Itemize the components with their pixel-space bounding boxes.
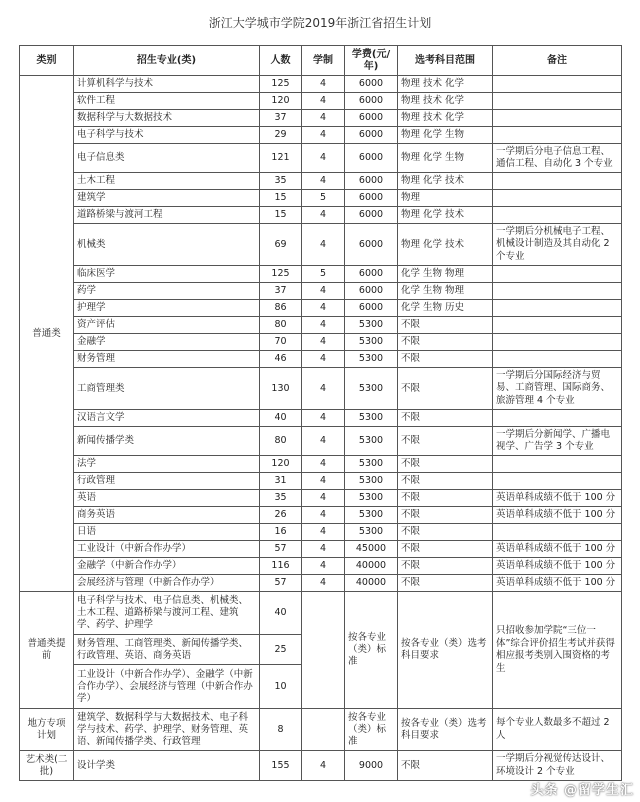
fee-cell: 5300: [345, 456, 398, 473]
table-row: [20, 368, 622, 410]
table-row: [20, 541, 622, 558]
subjects-cell: 按各专业（类）选考科目要求: [398, 709, 493, 751]
note-cell: 一学期后分国际经济与贸易、工商管理、国际商务、旅游管理 4 个专业: [493, 368, 622, 410]
years-cell: 4: [302, 490, 345, 507]
count-cell: 86: [260, 300, 302, 317]
subjects-cell: 不限: [398, 427, 493, 456]
fee-cell: 5300: [345, 524, 398, 541]
years-cell: 5: [302, 190, 345, 207]
major-group-cell: 财务管理、工商管理类、新闻传播学类、行政管理、英语、商务英语: [74, 635, 260, 665]
count-cell: 125: [260, 266, 302, 283]
table-row: [20, 592, 622, 635]
major-cell: 财务管理: [74, 351, 260, 368]
subjects-cell: 不限: [398, 524, 493, 541]
note-cell: [493, 410, 622, 427]
count-cell: 80: [260, 427, 302, 456]
years-cell: 4: [302, 751, 345, 781]
major-cell: 软件工程: [74, 93, 260, 110]
subjects-cell: 不限: [398, 351, 493, 368]
years-cell: 4: [302, 427, 345, 456]
fee-cell: 5300: [345, 507, 398, 524]
fee-cell: 5300: [345, 490, 398, 507]
note-cell: [493, 207, 622, 224]
subjects-cell: 不限: [398, 507, 493, 524]
note-cell: 一学期后分视觉传达设计、环境设计 2 个专业: [493, 751, 622, 781]
watermark-logo: [530, 779, 634, 798]
major-cell: 道路桥梁与渡河工程: [74, 207, 260, 224]
subjects-cell: 化学 生物 历史: [398, 300, 493, 317]
major-cell: 数据科学与大数据技术: [74, 110, 260, 127]
fee-cell: 5300: [345, 368, 398, 410]
fee-cell: 6000: [345, 283, 398, 300]
major-cell: 汉语言文学: [74, 410, 260, 427]
table-row: [20, 190, 622, 207]
table-row: [20, 144, 622, 173]
table-row: [20, 456, 622, 473]
count-cell: 120: [260, 93, 302, 110]
note-cell: [493, 456, 622, 473]
table-row: [20, 334, 622, 351]
count-cell: 70: [260, 334, 302, 351]
fee-cell: 5300: [345, 334, 398, 351]
table-row: [20, 473, 622, 490]
count-cell: 31: [260, 473, 302, 490]
subjects-cell: 不限: [398, 368, 493, 410]
major-cell: 资产评估: [74, 317, 260, 334]
table-row: [20, 507, 622, 524]
years-cell: 4: [302, 127, 345, 144]
years-cell: [302, 709, 345, 751]
note-cell: 一学期后分电子信息工程、通信工程、自动化 3 个专业: [493, 144, 622, 173]
table-row: [20, 173, 622, 190]
subjects-cell: 化学 生物 物理: [398, 266, 493, 283]
count-cell: 125: [260, 76, 302, 93]
major-cell: 建筑学: [74, 190, 260, 207]
table-row: [20, 575, 622, 592]
count-cell: 8: [260, 709, 302, 751]
note-cell: 英语单科成绩不低于 100 分: [493, 490, 622, 507]
count-cell: 116: [260, 558, 302, 575]
count-cell: 120: [260, 456, 302, 473]
header-years: 学制: [302, 46, 345, 76]
note-cell: [493, 300, 622, 317]
major-cell: 工商管理类: [74, 368, 260, 410]
note-cell: 一学期后分新闻学、广播电视学、广告学 3 个专业: [493, 427, 622, 456]
subjects-cell: 按各专业（类）选考科目要求: [398, 592, 493, 709]
major-cell: 法学: [74, 456, 260, 473]
count-cell: 25: [260, 635, 302, 665]
years-cell: 4: [302, 283, 345, 300]
fee-cell: 按各专业（类）标准: [345, 592, 398, 709]
years-cell: 4: [302, 456, 345, 473]
years-cell: 4: [302, 558, 345, 575]
major-cell: 新闻传播学类: [74, 427, 260, 456]
years-cell: 4: [302, 110, 345, 127]
subjects-cell: 物理: [398, 190, 493, 207]
header-subjects: 选考科目范围: [398, 46, 493, 76]
years-cell: 4: [302, 76, 345, 93]
subjects-cell: 物理 技术 化学: [398, 93, 493, 110]
table-row: [20, 709, 622, 751]
fee-cell: 6000: [345, 173, 398, 190]
years-cell: 4: [302, 351, 345, 368]
major-cell: 计算机科学与技术: [74, 76, 260, 93]
years-cell: 4: [302, 410, 345, 427]
subjects-cell: 不限: [398, 558, 493, 575]
note-cell: [493, 173, 622, 190]
fee-cell: 按各专业（类）标准: [345, 709, 398, 751]
note-cell: [493, 93, 622, 110]
table-row: [20, 351, 622, 368]
note-cell: [493, 351, 622, 368]
count-cell: 69: [260, 224, 302, 266]
count-cell: 155: [260, 751, 302, 781]
note-cell: [493, 524, 622, 541]
major-cell: 护理学: [74, 300, 260, 317]
years-cell: 4: [302, 173, 345, 190]
admission-plan-table: [19, 45, 622, 781]
subjects-cell: 物理 化学 技术: [398, 207, 493, 224]
note-cell: [493, 473, 622, 490]
subjects-cell: 物理 技术 化学: [398, 76, 493, 93]
major-cell: 金融学: [74, 334, 260, 351]
subjects-cell: 物理 化学 生物: [398, 127, 493, 144]
header-category: 类别: [20, 46, 74, 76]
fee-cell: 9000: [345, 751, 398, 781]
fee-cell: 40000: [345, 558, 398, 575]
note-cell: 一学期后分机械电子工程、机械设计制造及其自动化 2 个专业: [493, 224, 622, 266]
fee-cell: 6000: [345, 76, 398, 93]
major-cell: 临床医学: [74, 266, 260, 283]
header-major: 招生专业(类): [74, 46, 260, 76]
years-cell: 5: [302, 266, 345, 283]
fee-cell: 6000: [345, 93, 398, 110]
fee-cell: 6000: [345, 144, 398, 173]
major-cell: 设计学类: [74, 751, 260, 781]
count-cell: 130: [260, 368, 302, 410]
table-row: [20, 524, 622, 541]
years-cell: [302, 592, 345, 709]
subjects-cell: 不限: [398, 410, 493, 427]
subjects-cell: 不限: [398, 490, 493, 507]
table-row: [20, 410, 622, 427]
years-cell: 4: [302, 93, 345, 110]
table-row: [20, 224, 622, 266]
fee-cell: 6000: [345, 110, 398, 127]
fee-cell: 40000: [345, 575, 398, 592]
major-cell: 电子科学与技术: [74, 127, 260, 144]
subjects-cell: 不限: [398, 575, 493, 592]
count-cell: 57: [260, 575, 302, 592]
category-cell-putong: 普通类: [20, 76, 74, 592]
subjects-cell: 不限: [398, 334, 493, 351]
subjects-cell: 物理 化学 技术: [398, 173, 493, 190]
table-row: [20, 558, 622, 575]
years-cell: 4: [302, 575, 345, 592]
major-cell: 土木工程: [74, 173, 260, 190]
count-cell: 35: [260, 173, 302, 190]
major-cell: 金融学（中新合作办学）: [74, 558, 260, 575]
fee-cell: 6000: [345, 266, 398, 283]
table-row: [20, 490, 622, 507]
major-group-cell: 工业设计（中新合作办学）、金融学（中新合作办学）、会展经济与管理（中新合作办学）: [74, 665, 260, 709]
fee-cell: 6000: [345, 127, 398, 144]
subjects-cell: 物理 化学 技术: [398, 224, 493, 266]
count-cell: 29: [260, 127, 302, 144]
header-note: 备注: [493, 46, 622, 76]
count-cell: 37: [260, 283, 302, 300]
count-cell: 57: [260, 541, 302, 558]
table-row: [20, 317, 622, 334]
fee-cell: 5300: [345, 351, 398, 368]
note-cell: 英语单科成绩不低于 100 分: [493, 541, 622, 558]
note-cell: [493, 76, 622, 93]
major-cell: 会展经济与管理（中新合作办学）: [74, 575, 260, 592]
note-cell: [493, 334, 622, 351]
table-row: [20, 427, 622, 456]
table-row: [20, 751, 622, 781]
table-row: [20, 93, 622, 110]
major-cell: 商务英语: [74, 507, 260, 524]
fee-cell: 6000: [345, 190, 398, 207]
major-cell: 行政管理: [74, 473, 260, 490]
header-count: 人数: [260, 46, 302, 76]
fee-cell: 5300: [345, 427, 398, 456]
count-cell: 26: [260, 507, 302, 524]
major-cell: 药学: [74, 283, 260, 300]
years-cell: 4: [302, 507, 345, 524]
note-cell: 英语单科成绩不低于 100 分: [493, 575, 622, 592]
note-cell: [493, 317, 622, 334]
header-fee: 学费(元/年): [345, 46, 398, 76]
subjects-cell: 化学 生物 物理: [398, 283, 493, 300]
table-row: [20, 283, 622, 300]
years-cell: 4: [302, 144, 345, 173]
count-cell: 37: [260, 110, 302, 127]
table-row: [20, 266, 622, 283]
header-row: [20, 46, 622, 76]
fee-cell: 5300: [345, 410, 398, 427]
note-cell: 英语单科成绩不低于 100 分: [493, 507, 622, 524]
table-row: [20, 300, 622, 317]
major-cell: 机械类: [74, 224, 260, 266]
count-cell: 80: [260, 317, 302, 334]
table-row: [20, 76, 622, 93]
subjects-cell: 物理 技术 化学: [398, 110, 493, 127]
count-cell: 121: [260, 144, 302, 173]
fee-cell: 45000: [345, 541, 398, 558]
subjects-cell: 物理 化学 生物: [398, 144, 493, 173]
count-cell: 16: [260, 524, 302, 541]
table-row: [20, 127, 622, 144]
years-cell: 4: [302, 541, 345, 558]
table-row: [20, 207, 622, 224]
fee-cell: 6000: [345, 207, 398, 224]
note-cell: [493, 127, 622, 144]
subjects-cell: 不限: [398, 317, 493, 334]
years-cell: 4: [302, 473, 345, 490]
fee-cell: 6000: [345, 224, 398, 266]
years-cell: 4: [302, 300, 345, 317]
major-cell: 工业设计（中新合作办学）: [74, 541, 260, 558]
major-group-cell: 建筑学、数据科学与大数据技术、电子科学与技术、药学、护理学、财务管理、英语、新闻传播学类、行政管理: [74, 709, 260, 751]
major-cell: 英语: [74, 490, 260, 507]
years-cell: 4: [302, 317, 345, 334]
subjects-cell: 不限: [398, 456, 493, 473]
note-cell: [493, 110, 622, 127]
note-cell: 每个专业人数最多不超过 2 人: [493, 709, 622, 751]
count-cell: 40: [260, 592, 302, 635]
page-title: 浙江大学城市学院2019年浙江省招生计划: [208, 16, 432, 30]
note-cell: [493, 190, 622, 207]
note-cell: [493, 266, 622, 283]
note-cell: [493, 283, 622, 300]
years-cell: 4: [302, 207, 345, 224]
major-group-cell: 电子科学与技术、电子信息类、机械类、土木工程、道路桥梁与渡河工程、建筑学、药学、护理学: [74, 592, 260, 635]
major-cell: 日语: [74, 524, 260, 541]
count-cell: 46: [260, 351, 302, 368]
category-cell-difang: 地方专项计划: [20, 709, 74, 751]
subjects-cell: 不限: [398, 751, 493, 781]
years-cell: 4: [302, 334, 345, 351]
subjects-cell: 不限: [398, 473, 493, 490]
fee-cell: 5300: [345, 317, 398, 334]
note-cell: 只招收参加学院“三位一体”综合评价招生考试并获得相应报考类别入围资格的考生: [493, 592, 622, 709]
note-cell: 英语单科成绩不低于 100 分: [493, 558, 622, 575]
table-row: [20, 110, 622, 127]
years-cell: 4: [302, 368, 345, 410]
category-cell-yishu: 艺术类(二批): [20, 751, 74, 781]
count-cell: 10: [260, 665, 302, 709]
count-cell: 35: [260, 490, 302, 507]
subjects-cell: 不限: [398, 541, 493, 558]
fee-cell: 5300: [345, 473, 398, 490]
fee-cell: 6000: [345, 300, 398, 317]
category-cell-tiqian: 普通类提前: [20, 592, 74, 709]
years-cell: 4: [302, 224, 345, 266]
major-cell: 电子信息类: [74, 144, 260, 173]
years-cell: 4: [302, 524, 345, 541]
count-cell: 15: [260, 207, 302, 224]
watermark-text: 头条 @留学生汇: [530, 783, 634, 798]
count-cell: 15: [260, 190, 302, 207]
count-cell: 40: [260, 410, 302, 427]
